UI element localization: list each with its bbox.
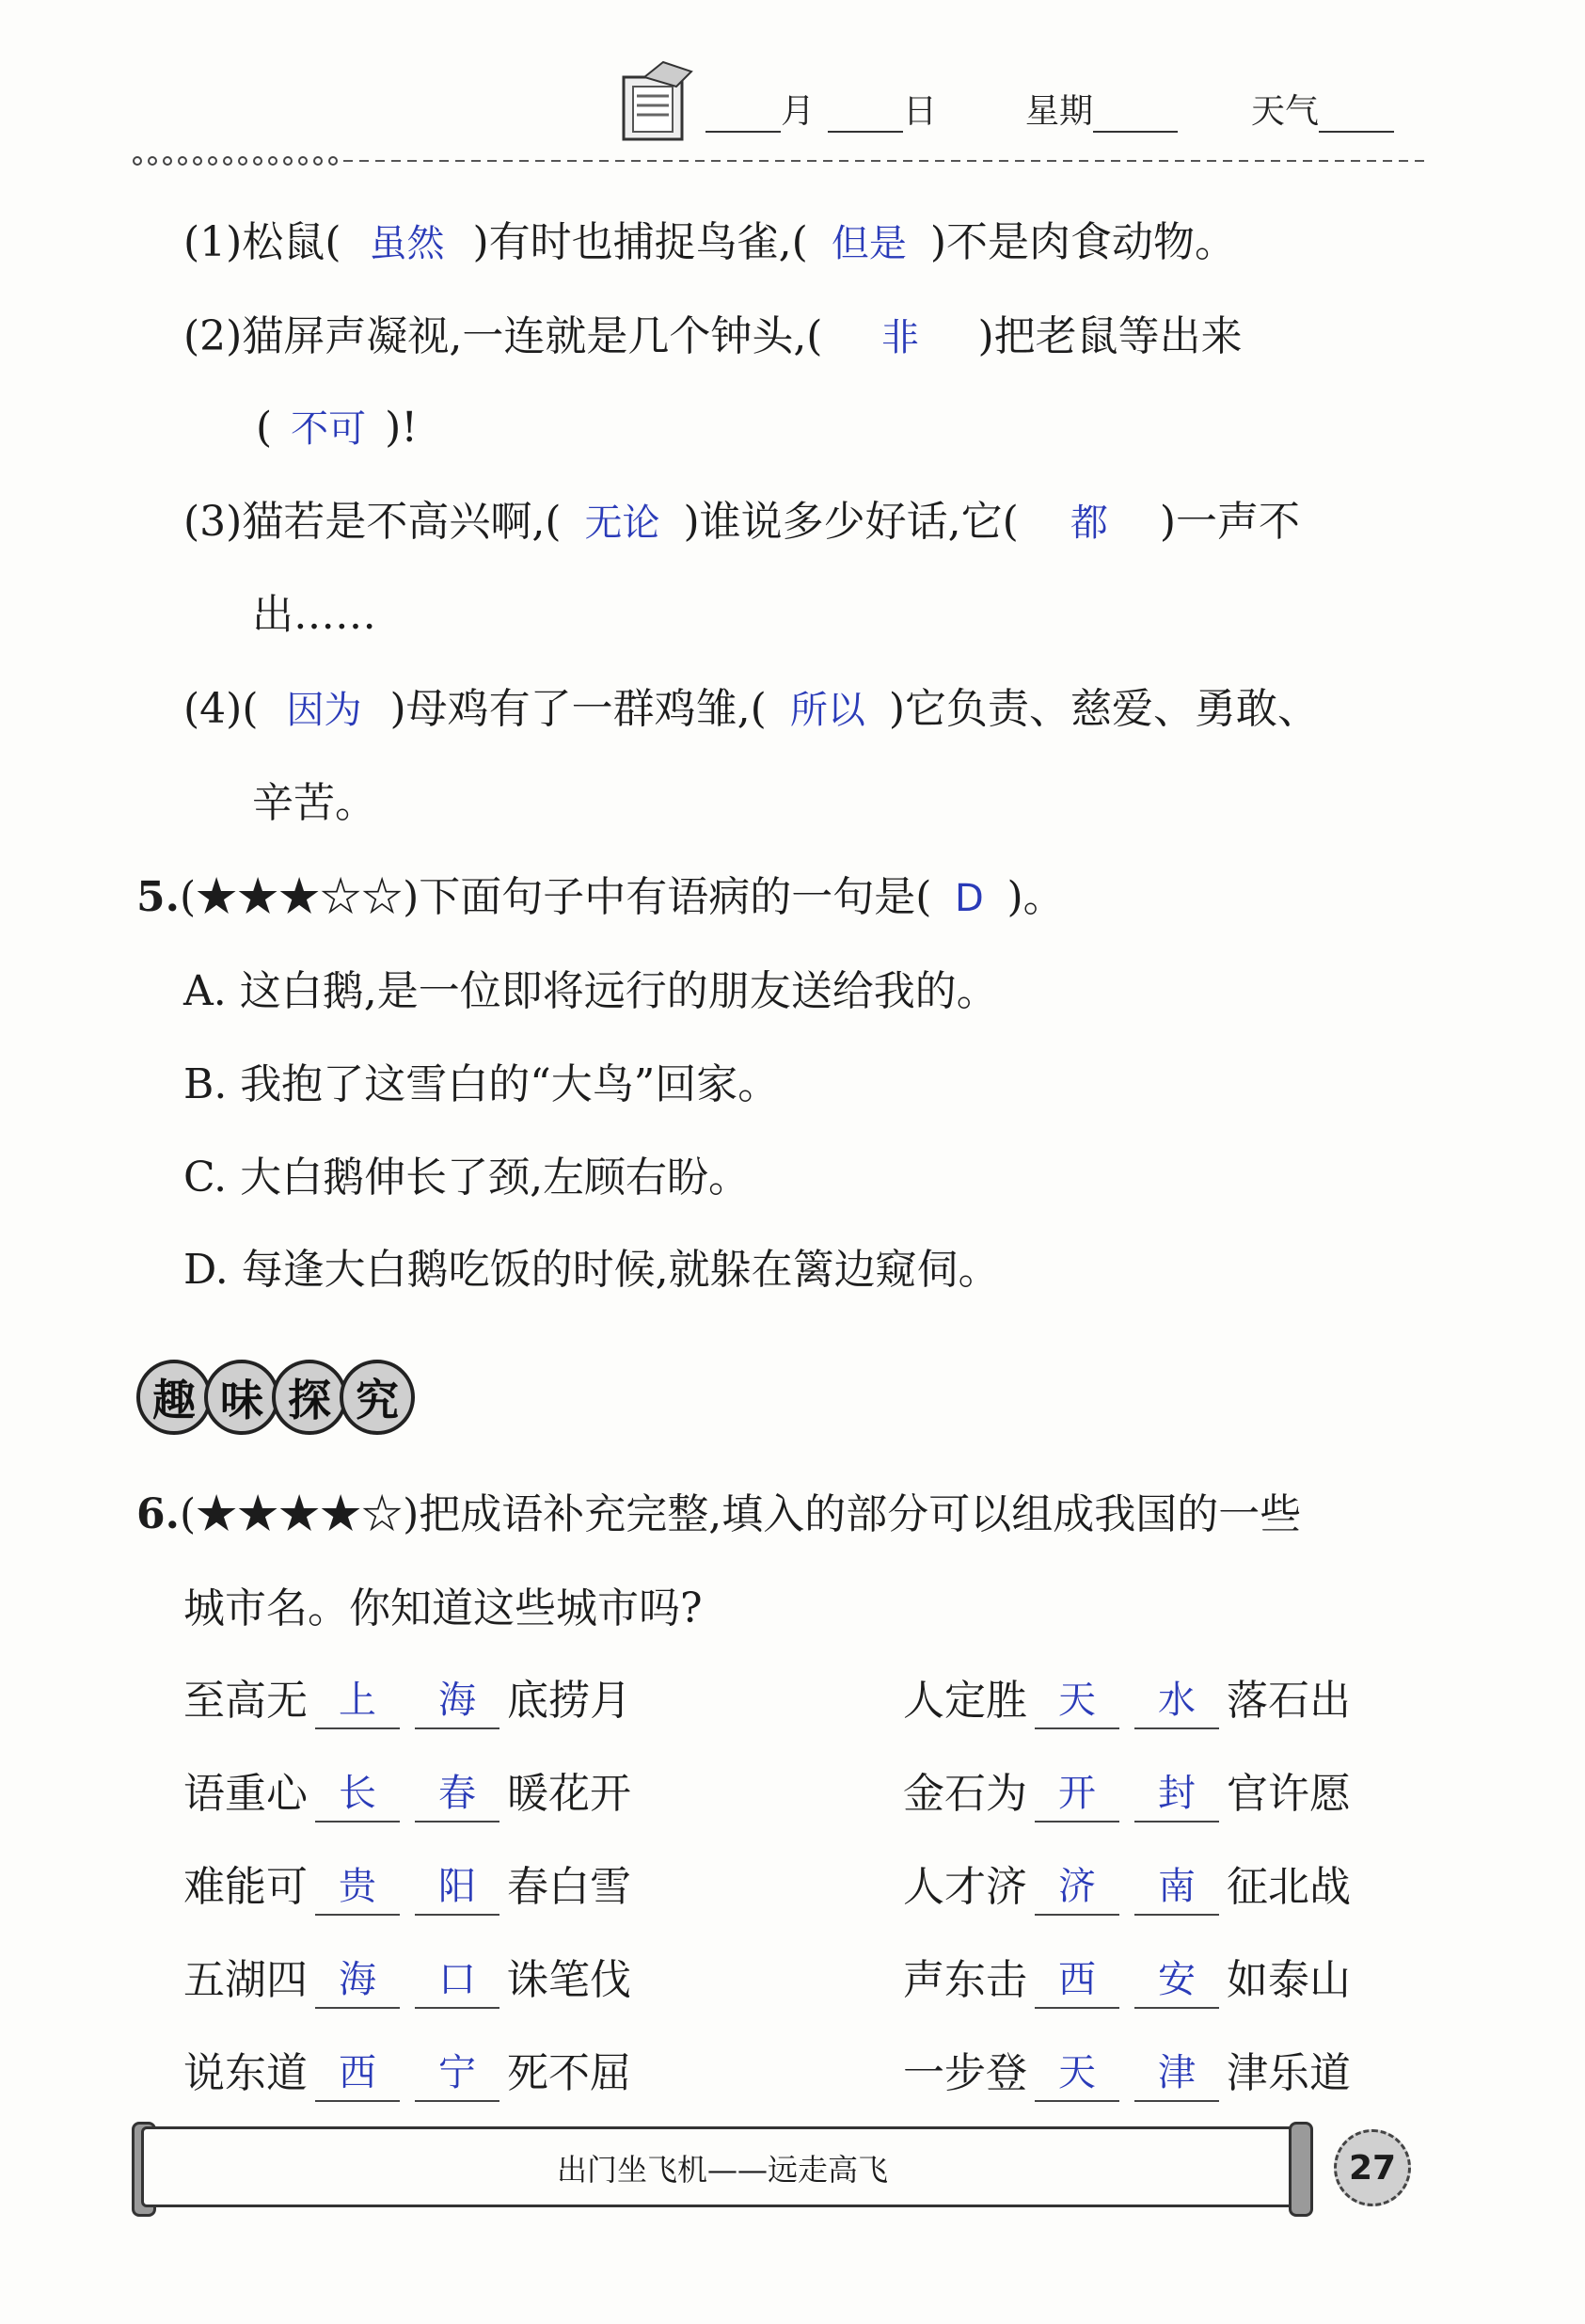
answer-text: 海 [339,1958,376,2001]
answer-text: 长 [339,1772,376,1815]
date-weather: 天气 [1251,85,1394,133]
q5-option-c: C. 大白鹅伸长了颈,左顾右盼。 [183,1154,751,1202]
idiom-right-3: 人才济 济 南 征北战 [903,1859,1351,1916]
badge-char: 趣 [136,1360,212,1435]
q4-item-4-continued: 辛苦。 [252,779,376,827]
question-6-continued: 城市名。你知道这些城市吗? [183,1584,703,1632]
answer-text: 所以 [789,689,865,732]
answer-text: 因为 [286,689,362,732]
answer-text: 无论 [584,501,660,545]
idiom-right-4: 声东击 西 安 如泰山 [903,1952,1351,2009]
idiom-right-5: 一步登 天 津 津乐道 [903,2045,1351,2102]
idiom-right-2: 金石为 开 封 官许愿 [903,1766,1351,1823]
scroll-end-right [1289,2122,1313,2217]
footer-motto: 出门坐飞机——远走高飞 [556,2152,888,2188]
idiom-right-1: 人定胜 天 水 落石出 [903,1673,1351,1729]
question-5: 5.(★★★☆☆)下面句子中有语病的一句是( D )。 [136,873,1065,921]
answer-text: 水 [1158,1679,1196,1722]
answer-text: 但是 [831,222,907,265]
q4-item-3-continued: 出…… [252,591,376,639]
idiom-left-1: 至高无 上 海 底捞月 [183,1673,631,1729]
q4-item-2: (2)猫屏声凝视,一连就是几个钟头,( 非 )把老鼠等出来 [183,312,1243,360]
footer-motto-box [141,2126,1304,2207]
badge-char: 究 [340,1360,415,1435]
idiom-left-4: 五湖四 海 口 诛笔伐 [183,1952,631,2009]
answer-text: 安 [1158,1958,1196,2001]
q5-option-d: D. 每逢大白鹅吃饭的时候,就躲在篱边窥伺。 [183,1246,1000,1294]
date-month: 月 [705,85,815,133]
answer-text: 开 [1058,1772,1096,1815]
q4-item-3: (3)猫若是不高兴啊,( 无论 )谁说多少好话,它( 都 )一声不 [183,498,1300,546]
answer-text: 不可 [291,407,367,451]
answer-text: 津 [1158,2051,1196,2094]
answer-text: 天 [1058,1679,1096,1722]
q4-item-4: (4)( 因为 )母鸡有了一群鸡雏,( 所以 )它负责、慈爱、勇敢、 [183,685,1319,733]
answer-text: 南 [1158,1865,1196,1908]
calendar-icon [616,58,696,143]
idiom-left-2: 语重心 长 春 暖花开 [183,1766,631,1823]
answer-text: 贵 [339,1865,376,1908]
badge-char: 味 [204,1360,279,1435]
answer-text: 阳 [438,1865,476,1908]
page-number: 27 [1334,2129,1411,2206]
date-day: 日 [828,85,937,133]
answer-text: 上 [339,1679,376,1722]
header-divider [132,155,1430,167]
answer-text: 都 [1070,501,1108,545]
answer-text: 虽然 [369,222,445,265]
answer-text: 海 [438,1679,476,1722]
q4-item-1: (1)松鼠( 虽然 )有时也捕捉鸟雀,( 但是 )不是肉食动物。 [183,218,1236,266]
q4-item-2-continued: ( 不可 )! [256,404,419,452]
section-badge [136,1360,407,1444]
answer-text: 天 [1058,2051,1096,2094]
idiom-left-3: 难能可 贵 阳 春白雪 [183,1859,631,1916]
answer-text: 宁 [438,2051,476,2094]
date-weekday: 星期 [1025,85,1178,133]
q5-option-b: B. 我抱了这雪白的“大鸟”回家。 [183,1060,780,1108]
answer-text: 春 [438,1772,476,1815]
answer-text: 济 [1058,1865,1096,1908]
answer-text: 西 [339,2051,376,2094]
idiom-left-5: 说东道 西 宁 死不屈 [183,2045,631,2102]
answer-text: 封 [1158,1772,1196,1815]
question-6: 6.(★★★★☆)把成语补充完整,填入的部分可以组成我国的一些 [136,1490,1302,1538]
badge-char: 探 [272,1360,347,1435]
answer-text: D [955,877,984,920]
answer-text: 西 [1058,1958,1096,2001]
q5-option-a: A. 这白鹅,是一位即将远行的朋友送给我的。 [183,967,998,1015]
answer-text: 非 [880,316,919,359]
answer-text: 口 [438,1958,476,2001]
